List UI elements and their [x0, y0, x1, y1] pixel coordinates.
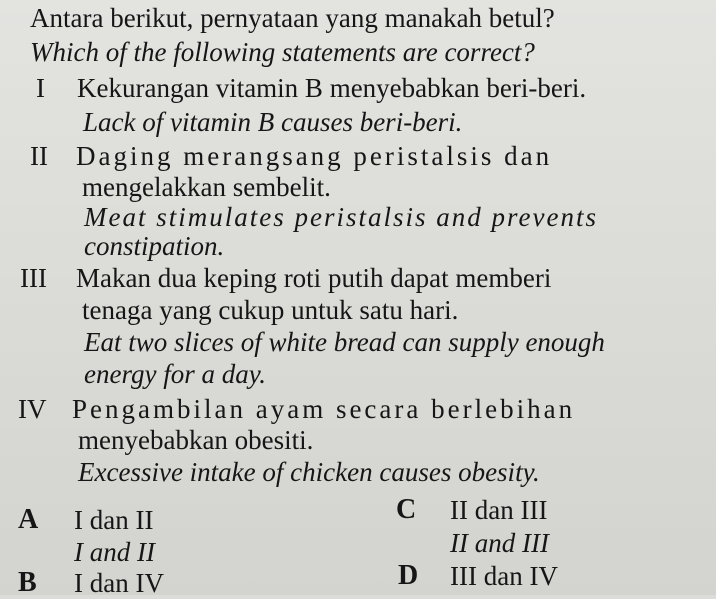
option-d-letter: D — [398, 560, 419, 591]
option-b-malay: I dan IV — [74, 568, 164, 598]
statement-3-malay-line1: Makan dua keping roti putih dapat memberi — [76, 263, 552, 293]
statement-4-malay-line1: Pengambilan ayam secara berlebihan — [72, 394, 576, 424]
question-english: Which of the following statements are correct? — [30, 37, 535, 67]
option-c-malay: II dan III — [450, 495, 548, 525]
statement-3-english-line1: Eat two slices of white bread can supply enough — [84, 327, 605, 357]
statement-3-numeral: III — [20, 263, 47, 293]
question-malay: Antara berikut, pernyataan yang manakah betul? — [30, 3, 555, 33]
statement-2-malay-line1: Daging merangsang peristalsis dan — [76, 141, 553, 171]
statement-2-malay-line2: mengelakkan sembelit. — [82, 172, 331, 202]
option-a-malay: I dan II — [74, 505, 154, 535]
statement-2-english-line1: Meat stimulates peristalsis and prevents — [84, 202, 598, 232]
statement-4-malay-line2: menyebabkan obesiti. — [78, 425, 314, 455]
statement-4-numeral: IV — [18, 394, 47, 424]
statement-1-malay: Kekurangan vitamin B menyebabkan beri-beri. — [77, 73, 587, 103]
option-d-malay: III dan IV — [450, 561, 558, 591]
statement-3-english-line2: energy for a day. — [84, 359, 266, 389]
statement-1-numeral: I — [36, 73, 45, 103]
option-a-english: I and II — [74, 537, 155, 567]
option-a-letter: A — [18, 504, 39, 535]
option-c-letter: C — [396, 494, 417, 525]
statement-1-english: Lack of vitamin B causes beri-beri. — [83, 107, 463, 137]
statement-2-numeral: II — [30, 141, 48, 171]
statement-3-malay-line2: tenaga yang cukup untuk satu hari. — [82, 295, 459, 325]
statement-2-english-line2: constipation. — [84, 231, 225, 261]
option-b-letter: B — [18, 567, 37, 598]
statement-4-english: Excessive intake of chicken causes obesity. — [78, 457, 540, 487]
option-c-english: II and III — [450, 528, 549, 558]
